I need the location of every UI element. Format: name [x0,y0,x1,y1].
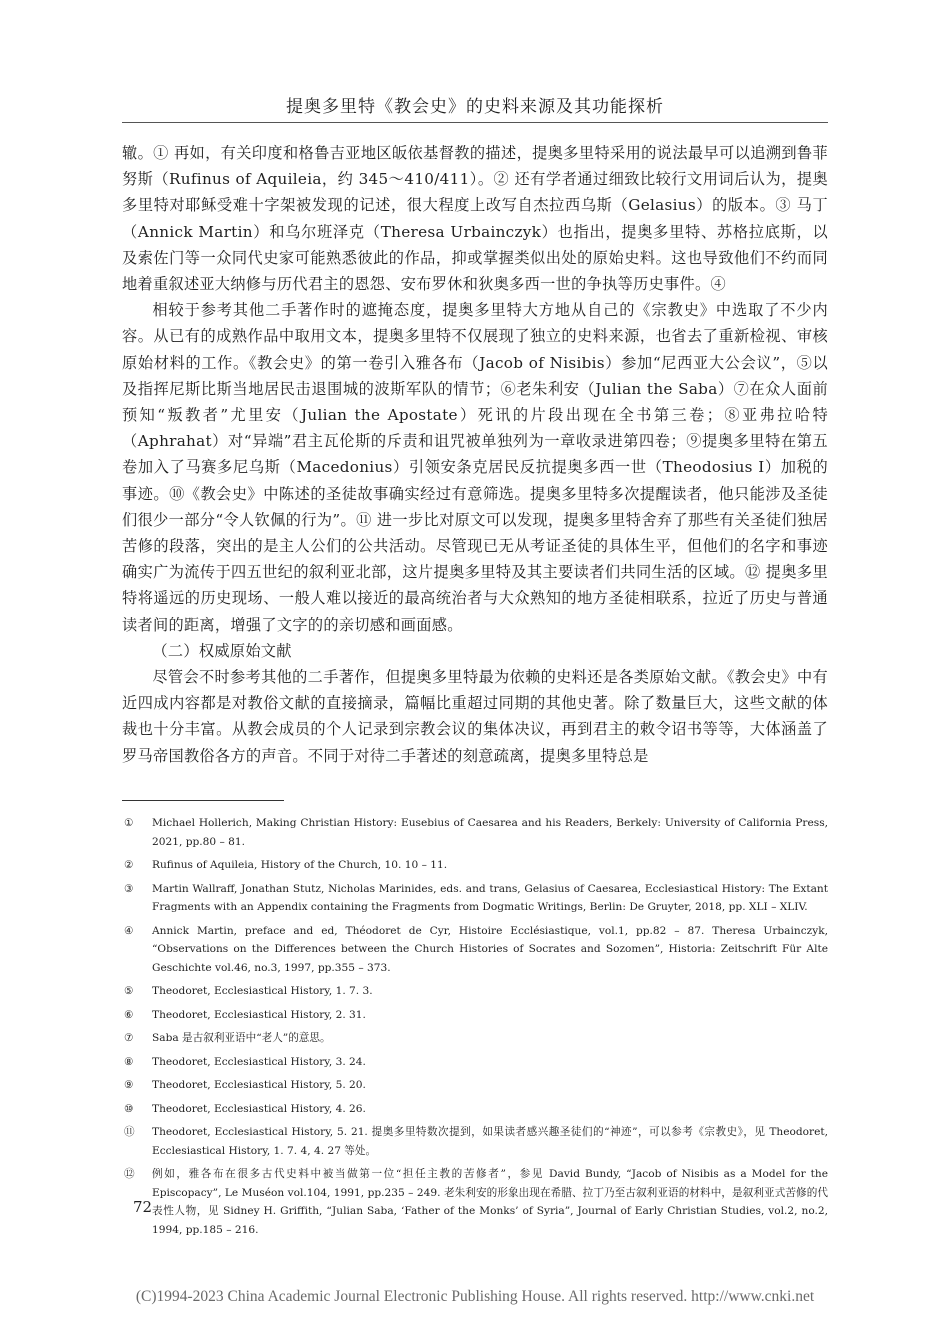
footnote [122,1123,828,1160]
footnote-number: ⑨ [124,1079,134,1091]
footnote-number: ③ [124,882,134,895]
footnote [122,1029,828,1048]
footnote-number: ⑥ [124,1008,134,1021]
footnote-number: ⑦ [124,1032,134,1044]
footnote-text: Annick Martin, preface and ed, Théodoret de Cyr, Histoire Ecclésiastique, vol.1, pp.82 – 87. Theresa Urbainczyk, “Observations on the Differences between the Church Histories of Socrates and Sozomen”, Historia: Zeitschrift Für Alte Geschichte vol.46, no.3, 1997, pp.355 – 373. [152,924,828,974]
paragraph: 相较于参考其他二手著作时的遮掩态度，提奥多里特大方地从自己的《宗教史》中选取了不少内容。从已有的成熟作品中取用文本，提奥多里特不仅展现了独立的史料来源，也省去了重新检视、审核原始材料的工作。《教会史》的第一卷引入雅各布（Jacob of Nisibis）参加“尼西亚大公会议”，⑤以及指挥尼斯比斯当地居民击退围城的波斯军队的情节；⑥老朱利安（Julian the Saba）⑦在众人面前预知“叛教者”尤里安（Julian the Apostate）死讯的片段出现在全书第三卷；⑧亚弗拉哈特（Aphrahat）对“异端”君主瓦伦斯的斥责和诅咒被单独列为一章收录进第四卷；⑨提奥多里特在第五卷加入了马赛多尼乌斯（Macedonius）引领安条克居民反抗提奥多西一世（Theodosius I）加税的事迹。⑩《教会史》中陈述的圣徒故事确实经过有意筛选。提奥多里特多次提醒读者，他只能涉及圣徒们很少一部分“令人钦佩的行为”。⑪ 进一步比对原文可以发现，提奥多里特舍弃了那些有关圣徒们独居苦修的段落，突出的是主人公们的公共活动。尽管现已无从考证圣徒的具体生平，但他们的名字和事迹确实广为流传于四五世纪的叙利亚北部，这片提奥多里特及其主要读者们共同生活的区域。⑫ 提奥多里特将遥远的历史现场、一般人难以接近的最高统治者与大众熟知的地方圣徒相联系，拉近了历史与普通读者间的距离，增强了文字的的亲切感和画面感。 [122,301,828,634]
footnote [122,922,828,978]
running-header: 提奥多里特《教会史》的史料来源及其功能探析 [286,97,664,117]
footnote [122,1100,828,1119]
footnote-text: Theodoret, Ecclesiastical History, 5. 20. [152,1079,366,1091]
footnote-text: Theodoret, Ecclesiastical History, 2. 31. [152,1008,366,1021]
footnote [122,880,828,917]
footnote-number: ⑫ [124,1168,135,1180]
footnote-text: Theodoret, Ecclesiastical History, 3. 24. [152,1055,366,1068]
footnote-number: ④ [124,924,134,937]
footnote [122,982,828,1001]
footnote-text: Martin Wallraff, Jonathan Stutz, Nicholas Marinides, eds. and trans, Gelasius of Caesarea, Ecclesiastical History: The Extant Fragments with an Appendix containing the Fragments from Dogmatic Writings, Berlin: De Gruyter, 2018, pp. XLI – XLIV. [152,882,828,913]
footnote-text: Saba 是古叙利亚语中“老人”的意思。 [152,1032,331,1044]
copyright-notice: (C)1994-2023 China Academic Journal Electronic Publishing House. All rights reserved. http://www.cnki.net [135,1288,815,1305]
footnote-text: Theodoret, Ecclesiastical History, 1. 7. 3. [152,985,373,997]
footnote-text: Rufinus of Aquileia, History of the Church, 10. 10 – 11. [152,859,448,871]
footnote-number: ⑩ [124,1102,134,1115]
paragraph: 尽管会不时参考其他的二手著作，但提奥多里特最为依赖的史料还是各类原始文献。《教会史》中有近四成内容都是对教俗文献的直接摘录，篇幅比重超过同期的其他史著。除了数量巨大，这些文献的体裁也十分丰富。从教会成员的个人记录到宗教会议的集体决议，再到君主的敕令诏书等等，大体涵盖了罗马帝国教俗各方的声音。不同于对待二手著述的刻意疏离，提奥多里特总是 [122,668,828,765]
page-number: 72 [133,1198,153,1216]
header-rule [122,122,828,123]
footnote [122,856,828,875]
footnote [122,1006,828,1025]
footnote [122,1076,828,1095]
footnote-number: ① [124,817,134,829]
footnote-text: 例如，雅各布在很多古代史料中被当做第一位“担任主教的苦修者”，参见 David Bundy, “Jacob of Nisibis as a Model for the Episcopacy”, Le Muséon vol.104, 1991, pp.235 – 249. 老朱利安的形象出现在希腊、拉丁乃至古叙利亚语的材料中，是叙利亚式苦修的代表性人物，见 Sidney H. Griffith, “Julian Saba, ‘Father of the Monks’ of Syria”, Journal of Early Christian Studies, vol.2, no.2, 1994, pp.185 – 216. [152,1168,828,1236]
footnote [122,814,828,851]
footnote [122,1165,828,1239]
footnote-text: Theodoret, Ecclesiastical History, 5. 21. 提奥多里特数次提到，如果读者感兴趣圣徒们的“神迹”，可以参考《宗教史》，见 Theodoret, Ecclesiastical History, 1. 7. 4, 4. 27 等处。 [152,1126,828,1157]
section-heading: （二）权威原始文献 [152,641,292,660]
footnote-number: ② [124,859,134,871]
footnotes [122,814,828,1244]
footnote [122,1053,828,1072]
footnote-number: ⑧ [124,1055,134,1068]
footnote-text: Theodoret, Ecclesiastical History, 4. 26. [152,1102,366,1115]
paragraph: 辙。① 再如，有关印度和格鲁吉亚地区皈依基督教的描述，提奥多里特采用的说法最早可以追溯到鲁菲努斯（Rufinus of Aquileia，约 345～410/411）。② 还有学者通过细致比较行文用词后认为，提奥多里特对耶稣受难十字架被发现的记述，很大程度上改写自杰拉西乌斯（Gelasius）的版本。③ 马丁（Annick Martin）和乌尔班泽克（Theresa Urbainczyk）也指出，提奥多里特、苏格拉底斯，以及索佐门等一众同代史家可能熟悉彼此的作品，抑或掌握类似出处的原始史料。这也导致他们不约而同地着重叙述亚大纳修与历代君主的恩怨、安布罗休和狄奥多西一世的争执等历史事件。④ [122,144,828,294]
footnote-number: ⑤ [124,985,134,997]
footnote-text: Michael Hollerich, Making Christian History: Eusebius of Caesarea and his Readers, Berkely: University of California Press, 2021, pp.80 – 81. [152,817,828,848]
footnote-rule [122,800,284,801]
body-text [122,140,828,769]
footnote-number: ⑪ [124,1126,135,1138]
